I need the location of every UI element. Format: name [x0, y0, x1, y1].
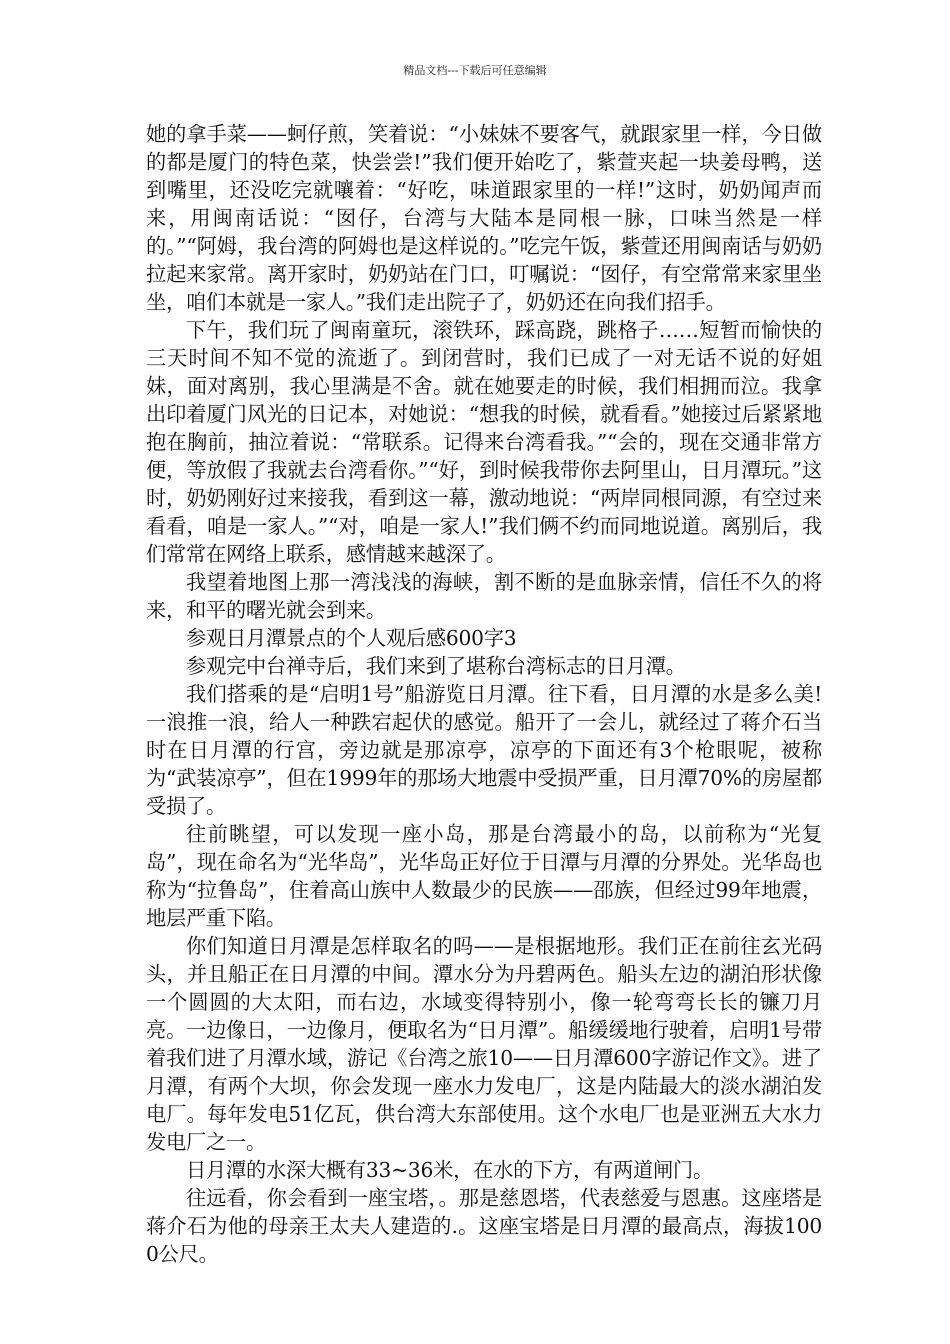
paragraph-2: 下午，我们玩了闽南童玩，滚铁环，踩高跷，跳格子……短暂而愉快的三天时间不知不觉的流逝了。到闭营时，我们已成了一对无话不说的好姐妹，面对离别，我心里满是不舍。就在她要走的时候，我们相拥而泣。我拿出印着厦门风光的日记本，对她说：“想我的时候，就看看。”她接过后紧紧地抱在胸前，抽泣着说：“常联系。记得来台湾看我。”“会的，现在交通非常方便，等放假了我就去台湾看你。”“好，到时候我带你去阿里山，日月潭玩。”这时，奶奶刚好过来接我，看到这一幕，激动地说：“两岸同根同源，有空过来看看，咱是一家人。”“对，咱是一家人!”我们俩不约而同地说道。离别后，我们常常在网络上联系，感情越来越深了。 — [146, 318, 822, 566]
paragraph-8: 日月潭的水深大概有33~36米，在水的下方，有两道闸门。 — [186, 1158, 714, 1182]
paragraph-6: 往前眺望，可以发现一座小岛，那是台湾最小的岛，以前称为“光复岛”，现在命名为“光华岛”，光华岛正好位于日潭与月潭的分界处。光华岛也称为“拉鲁岛”，住着高山族中人数最少的民族——邵族，但经过99年地震，地层严重下陷。 — [146, 822, 822, 930]
section-heading: 参观日月潭景点的个人观后感600字3 — [186, 626, 517, 650]
paragraph-3: 我望着地图上那一湾浅浅的海峡，割不断的是血脉亲情，信任不久的将来，和平的曙光就会到来。 — [146, 570, 822, 622]
paragraph-1: 她的拿手菜——蚵仔煎，笑着说：“小妹妹不要客气，就跟家里一样，今日做的都是厦门的特色菜，快尝尝!”我们便开始吃了，紫萱夹起一块姜母鸭，送到嘴里，还没吃完就嚷着：“好吃，味道跟家里的一样!”这时，奶奶闻声而来，用闽南话说：“囡仔，台湾与大陆本是同根一脉，口味当然是一样的。”“阿姆，我台湾的阿姆也是这样说的。”吃完午饭，紫萱还用闽南话与奶奶拉起来家常。离开家时，奶奶站在门口，叮嘱说：“囡仔，有空常常来家里坐坐，咱们本就是一家人。”我们走出院子了，奶奶还在向我们招手。 — [146, 122, 822, 314]
paragraph-7: 你们知道日月潭是怎样取名的吗——是根据地形。我们正在前往玄光码头，并且船正在日月潭的中间。潭水分为丹碧两色。船头左边的湖泊形状像一个圆圆的大太阳，而右边，水域变得特别小，像一轮弯弯长长的镰刀月亮。一边像日，一边像月，便取名为“日月潭”。船缓缓地行驶着，启明1号带着我们进了月潭水域，游记《台湾之旅10——日月潭600字游记作文》。进了月潭，有两个大坝，你会发现一座水力发电厂，这是内陆最大的淡水湖泊发电厂。每年发电51亿瓦，供台湾大东部使用。这个水电厂也是亚洲五大水力发电厂之一。 — [146, 934, 822, 1154]
paragraph-5: 我们搭乘的是“启明1号”船游览日月潭。往下看，日月潭的水是多么美!一浪推一浪，给人一种跌宕起伏的感觉。船开了一会儿，就经过了蒋介石当时在日月潭的行宫，旁边就是那凉亭，凉亭的下面还有3个枪眼呢，被称为“武装凉亭”，但在1999年的那场大地震中受损严重，日月潭70%的房屋都受损了。 — [146, 682, 822, 818]
paragraph-9: 往远看，你会看到一座宝塔，。那是慈恩塔，代表慈爱与恩惠。这座塔是蒋介石为他的母亲王太夫人建造的.。这座宝塔是日月潭的最高点，海拔1000公尺。 — [146, 1186, 822, 1266]
page-header: 精品文档---下载后可任意编辑 — [403, 64, 547, 77]
document-body — [146, 120, 822, 1268]
paragraph-4: 参观完中台禅寺后，我们来到了堪称台湾标志的日月潭。 — [186, 654, 686, 678]
